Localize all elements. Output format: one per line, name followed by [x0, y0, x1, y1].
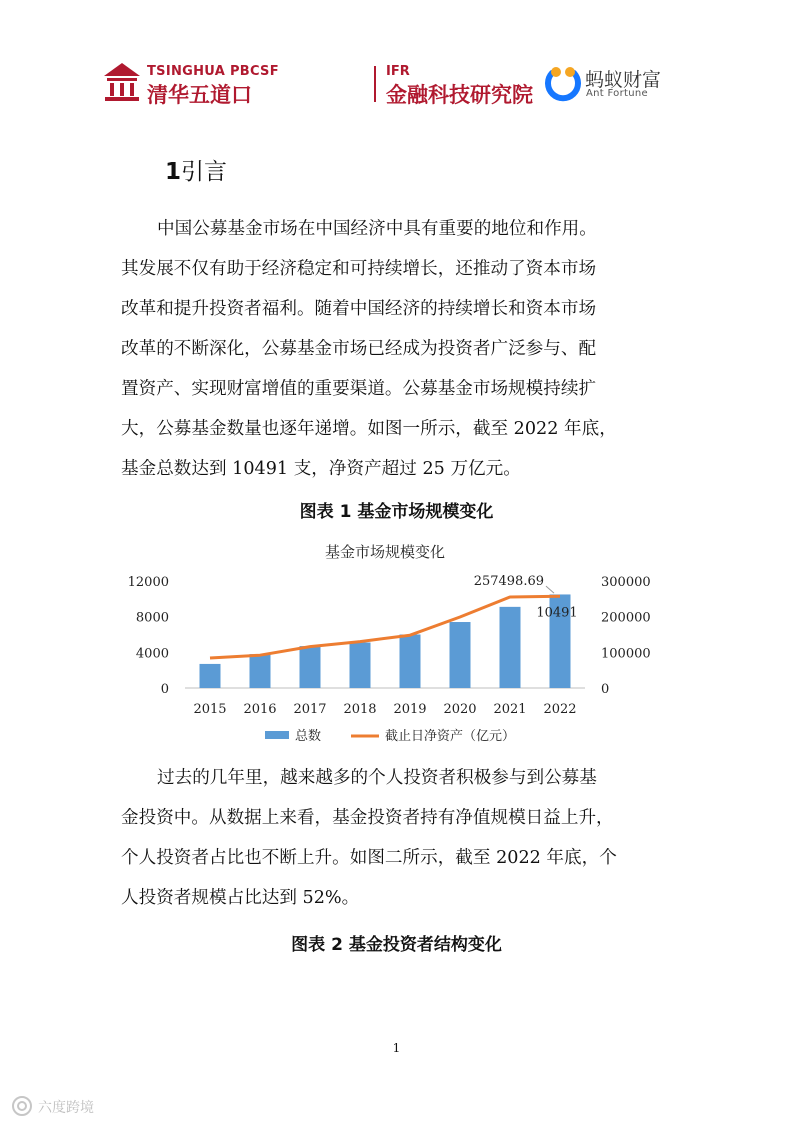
x-tick-label: 2022 — [543, 702, 577, 717]
paragraph-line: 中国公募基金市场在中国经济中具有重要的地位和作用。 — [157, 219, 597, 239]
figure-1-caption: 图表 1 基金市场规模变化 — [299, 502, 494, 522]
bar — [200, 664, 221, 688]
ifr-chinese-name: 金融科技研究院 — [386, 83, 533, 107]
x-tick-label: 2020 — [443, 702, 477, 717]
y-right-tick-label: 200000 — [601, 610, 651, 626]
paragraph-line: 过去的几年里，越来越多的个人投资者积极参与到公募基 — [157, 768, 597, 788]
ant-fortune-logo — [545, 64, 675, 104]
paragraph-line: 改革的不断深化，公募基金市场已经成为投资者广泛参与、配 — [121, 339, 597, 359]
fund-market-chart — [120, 537, 680, 755]
x-tick-label: 2019 — [393, 702, 427, 717]
paragraph-line: 置资产、实现财富增值的重要渠道。公募基金市场规模持续扩 — [121, 379, 597, 399]
page-number: 1 — [392, 1041, 401, 1055]
paragraph-line: 大，公募基金数量也逐年递增。如图一所示，截至 2022 年底， — [121, 419, 617, 439]
bar — [450, 622, 471, 688]
tsinghua-emblem-icon — [103, 62, 141, 102]
tsinghua-chinese-name: 清华五道口 — [147, 83, 252, 107]
legend-label-line: 截止日净资产（亿元） — [385, 729, 516, 744]
chart-title: 基金市场规模变化 — [324, 543, 446, 561]
paragraph-line: 改革和提升投资者福利。随着中国经济的持续增长和资本市场 — [121, 299, 597, 319]
paragraph-investors — [121, 758, 681, 918]
section-heading — [165, 153, 227, 186]
bar — [400, 635, 421, 689]
ant-fortune-english-name: Ant Fortune — [586, 88, 648, 99]
tsinghua-ifr-logo — [103, 62, 533, 107]
x-tick-label: 2017 — [293, 702, 327, 717]
paragraph-line: 人投资者规模占比达到 52%。 — [121, 888, 360, 908]
x-tick-label: 2015 — [193, 702, 227, 717]
paragraph-line: 基金总数达到 10491 支，净资产超过 25 万亿元。 — [121, 459, 521, 479]
y-right-tick-label: 0 — [601, 682, 610, 697]
legend-swatch-bar — [265, 731, 289, 739]
y-left-tick-label: 4000 — [135, 646, 169, 662]
ant-fortune-chinese-name: 蚂蚁财富 — [585, 69, 662, 91]
watermark-logo-icon — [10, 1094, 34, 1118]
ant-fortune-emblem-icon — [545, 64, 581, 102]
tsinghua-english-name: TSINGHUA PBCSF — [147, 64, 279, 79]
paragraph-line: 金投资中。从数据上来看，基金投资者持有净值规模日益上升， — [121, 808, 614, 828]
y-right-tick-label: 100000 — [601, 646, 651, 662]
y-left-tick-label: 8000 — [135, 610, 169, 626]
paragraph-line: 其发展不仅有助于经济稳定和可持续增长，还推动了资本市场 — [121, 259, 597, 279]
figure-2-caption: 图表 2 基金投资者结构变化 — [291, 935, 502, 955]
legend-label-bar: 总数 — [295, 729, 322, 744]
y-left-tick-label: 0 — [160, 682, 169, 697]
watermark-text: 六度跨境 — [38, 1100, 94, 1116]
bar-data-label: 10491 — [536, 605, 578, 621]
bar — [500, 607, 521, 688]
y-right-tick-label: 300000 — [601, 575, 651, 590]
bar — [300, 646, 321, 688]
ifr-english-name: IFR — [386, 64, 410, 79]
logo-divider — [374, 66, 376, 102]
x-tick-label: 2016 — [243, 702, 277, 717]
section-number: 1 — [165, 159, 182, 185]
bar — [350, 643, 371, 688]
paragraph-line: 个人投资者占比也不断上升。如图二所示，截至 2022 年底，个 — [121, 848, 617, 868]
y-left-tick-label: 12000 — [127, 575, 169, 590]
paragraph-intro — [121, 209, 681, 489]
x-tick-label: 2018 — [343, 702, 377, 717]
line-data-label: 257498.69 — [473, 574, 544, 590]
x-tick-label: 2021 — [493, 702, 527, 717]
data-label-leader — [546, 586, 554, 593]
bar — [250, 654, 271, 688]
section-title: 引言 — [181, 159, 228, 185]
